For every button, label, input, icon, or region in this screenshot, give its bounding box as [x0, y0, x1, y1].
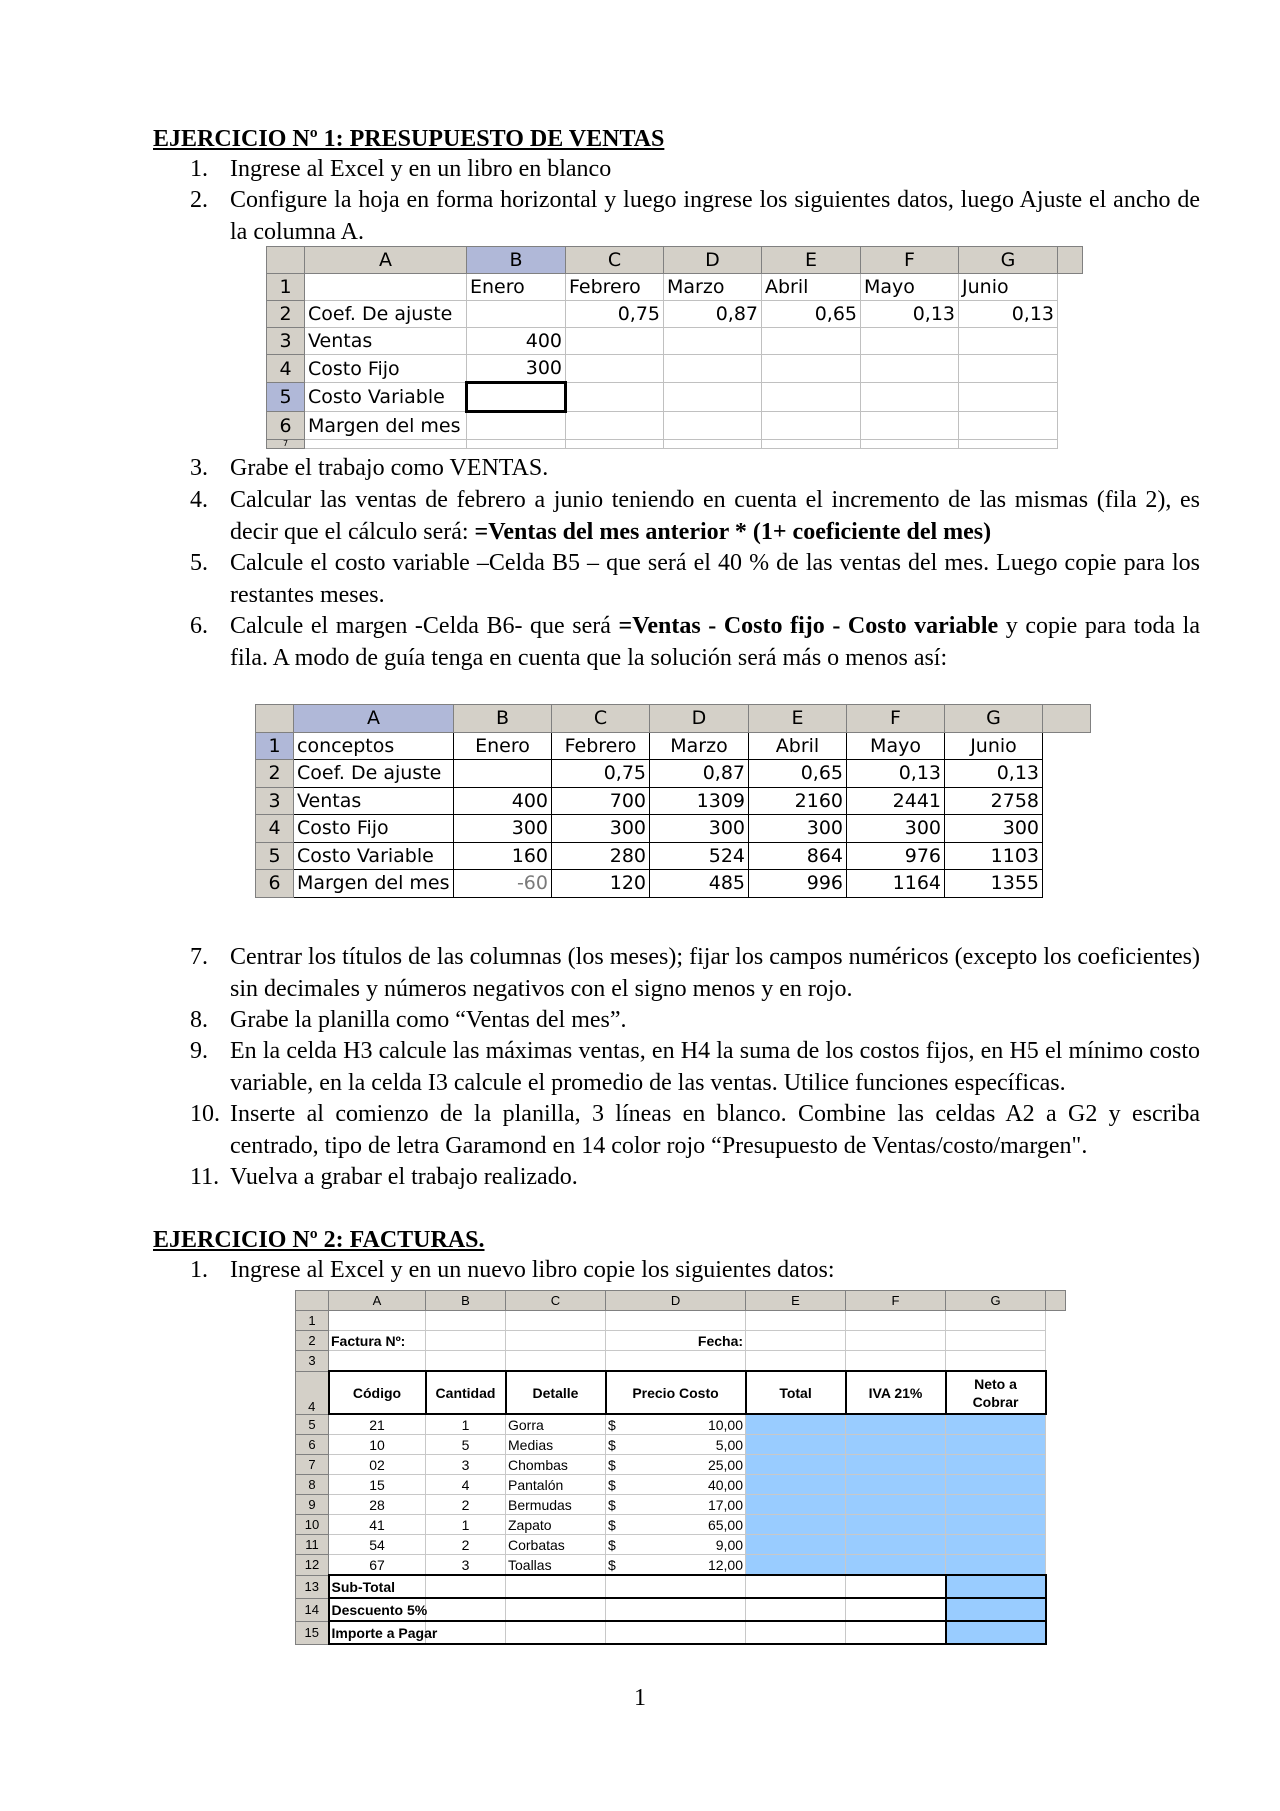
total-label[interactable]: Importe a Pagar — [329, 1621, 426, 1644]
subtotal-label[interactable]: Sub-Total — [329, 1575, 426, 1598]
spreadsheet-invoice — [295, 1290, 1066, 1645]
table-row — [296, 1495, 1066, 1515]
cell[interactable] — [664, 355, 762, 383]
table-row — [296, 1475, 1066, 1495]
cell[interactable]: 0,13 — [945, 760, 1043, 788]
column-header[interactable]: G — [959, 247, 1058, 274]
cell[interactable]: 300 — [650, 815, 749, 843]
cell[interactable]: Coef. De ajuste — [305, 301, 467, 328]
subtotal-value[interactable] — [946, 1575, 1046, 1598]
cell[interactable] — [762, 355, 861, 383]
active-cell[interactable] — [467, 383, 566, 412]
header-iva[interactable]: IVA 21% — [846, 1371, 946, 1414]
cell[interactable]: Febrero — [552, 732, 650, 760]
table-row — [267, 383, 1083, 412]
cell[interactable] — [861, 355, 959, 383]
cell[interactable]: Margen del mes — [305, 412, 467, 440]
list-item: 8. Grabe la planilla como “Ventas del mes”. — [190, 1007, 627, 1033]
cell-currency[interactable]: $ — [606, 1535, 626, 1555]
row-header[interactable]: 1 — [256, 732, 294, 760]
table-row — [296, 1435, 1066, 1455]
cell-cantidad[interactable]: 2 — [426, 1495, 506, 1515]
cell[interactable]: 700 — [552, 787, 650, 815]
header-cantidad[interactable]: Cantidad — [426, 1371, 506, 1414]
table-row — [267, 355, 1083, 383]
list-item: 7. Centrar los títulos de las columnas (los meses); fijar los campos numéricos (excepto los coeficientes) sin decimales y números negativos con el signo menos y en rojo. — [190, 944, 1200, 1002]
row-header[interactable]: 5 — [267, 383, 305, 412]
table-row — [256, 732, 1091, 760]
cell[interactable]: Marzo — [650, 732, 749, 760]
cell[interactable] — [467, 412, 566, 440]
cell[interactable] — [861, 440, 959, 449]
cell[interactable] — [664, 328, 762, 355]
row-header[interactable]: 5 — [296, 1414, 329, 1435]
cell[interactable]: conceptos — [294, 732, 454, 760]
cell[interactable]: Costo Fijo — [305, 355, 467, 383]
table-row — [256, 870, 1091, 898]
corner-cell[interactable] — [256, 705, 294, 733]
cell[interactable]: 300 — [749, 815, 847, 843]
cell[interactable]: Abril — [762, 274, 861, 301]
row-header[interactable]: 3 — [267, 328, 305, 355]
row-header[interactable]: 1 — [267, 274, 305, 301]
list-item: 11. Vuelva a grabar el trabajo realizado. — [190, 1164, 578, 1190]
cell[interactable]: Costo Variable — [305, 383, 467, 412]
page-number: 1 — [634, 1685, 646, 1711]
cell[interactable]: Costo Variable — [294, 842, 454, 870]
row-header[interactable]: 2 — [296, 1331, 329, 1351]
list-item: 3. Grabe el trabajo como VENTAS. — [190, 455, 549, 481]
cell[interactable]: Ventas — [305, 328, 467, 355]
cell[interactable]: 1103 — [945, 842, 1043, 870]
list-item: 9. En la celda H3 calcule las máximas ventas, en H4 la suma de los costos fijos, en H5 el mínimo costo variable, en la celda I3 calcule el promedio de las ventas. Utilice funciones específicas. — [190, 1038, 1200, 1096]
column-header[interactable]: A — [294, 705, 454, 733]
cell[interactable]: 1309 — [650, 787, 749, 815]
list-item: 2. Configure la hoja en forma horizontal y luego ingrese los siguientes datos, luego Ajuste el ancho de la columna A. — [190, 187, 1200, 245]
table-row — [296, 1311, 1066, 1331]
cell-codigo[interactable]: 54 — [329, 1535, 426, 1555]
table-row — [296, 1331, 1066, 1351]
row-header[interactable]: 2 — [256, 760, 294, 788]
cell[interactable] — [959, 328, 1058, 355]
table-row — [296, 1351, 1066, 1372]
column-header[interactable]: F — [847, 705, 945, 733]
cell[interactable]: Enero — [467, 274, 566, 301]
table-row — [296, 1535, 1066, 1555]
cell[interactable]: Margen del mes — [294, 870, 454, 898]
cell[interactable] — [861, 328, 959, 355]
cell[interactable]: 0,13 — [847, 760, 945, 788]
cell[interactable]: 0,87 — [650, 760, 749, 788]
table-row — [267, 301, 1083, 328]
cell-detalle[interactable]: Bermudas — [506, 1495, 606, 1515]
exercise-2-title: EJERCICIO Nº 2: FACTURAS. — [153, 1227, 485, 1253]
row-header[interactable]: 3 — [256, 787, 294, 815]
table-row — [296, 1455, 1066, 1475]
cell-precio[interactable]: 9,00 — [626, 1535, 746, 1555]
cell[interactable]: 0,13 — [959, 301, 1058, 328]
cell[interactable]: 2758 — [945, 787, 1043, 815]
cell[interactable]: 976 — [847, 842, 945, 870]
column-header[interactable]: C — [566, 247, 664, 274]
cell-codigo[interactable]: 15 — [329, 1475, 426, 1495]
cell-precio[interactable]: 25,00 — [626, 1455, 746, 1475]
column-header[interactable]: G — [945, 705, 1043, 733]
cell[interactable] — [861, 383, 959, 412]
cell-precio[interactable]: 17,00 — [626, 1495, 746, 1515]
row-header[interactable]: 6 — [267, 412, 305, 440]
cell-currency[interactable]: $ — [606, 1414, 626, 1435]
cell-currency[interactable]: $ — [606, 1495, 626, 1515]
column-header[interactable]: D — [664, 247, 762, 274]
spreadsheet-solution — [255, 704, 1091, 898]
cell-cantidad[interactable]: 4 — [426, 1475, 506, 1495]
column-header[interactable]: F — [861, 247, 959, 274]
header-codigo[interactable]: Código — [329, 1371, 426, 1414]
cell-precio[interactable]: 40,00 — [626, 1475, 746, 1495]
column-header[interactable]: D — [650, 705, 749, 733]
cell-currency[interactable]: $ — [606, 1555, 626, 1576]
row-header[interactable]: 15 — [296, 1621, 329, 1644]
cell[interactable]: 280 — [552, 842, 650, 870]
cell-cantidad[interactable]: 3 — [426, 1555, 506, 1576]
corner-cell[interactable] — [267, 247, 305, 274]
column-header[interactable]: E — [762, 247, 861, 274]
cell[interactable]: Ventas — [294, 787, 454, 815]
cell[interactable] — [566, 355, 664, 383]
column-header[interactable]: E — [746, 1291, 846, 1311]
row-header[interactable]: 13 — [296, 1575, 329, 1598]
cell[interactable] — [959, 383, 1058, 412]
cell-codigo[interactable]: 02 — [329, 1455, 426, 1475]
row-header[interactable]: 5 — [256, 842, 294, 870]
cell[interactable]: 0,13 — [861, 301, 959, 328]
cell-negative[interactable]: -60 — [454, 870, 552, 898]
cell[interactable] — [762, 328, 861, 355]
cell-currency[interactable]: $ — [606, 1455, 626, 1475]
cell[interactable] — [959, 355, 1058, 383]
cell[interactable]: 300 — [847, 815, 945, 843]
cell-codigo[interactable]: 10 — [329, 1435, 426, 1455]
cell[interactable]: 2441 — [847, 787, 945, 815]
cell-precio[interactable]: 5,00 — [626, 1435, 746, 1455]
cell[interactable] — [861, 412, 959, 440]
discount-value[interactable] — [946, 1598, 1046, 1621]
column-header[interactable]: C — [552, 705, 650, 733]
column-header[interactable]: D — [606, 1291, 746, 1311]
cell[interactable]: Junio — [959, 274, 1058, 301]
cell-detalle[interactable]: Gorra — [506, 1414, 606, 1435]
cell[interactable] — [467, 440, 566, 449]
corner-cell[interactable] — [296, 1291, 329, 1311]
cell[interactable]: 160 — [454, 842, 552, 870]
cell[interactable]: 300 — [552, 815, 650, 843]
cell-cantidad[interactable]: 1 — [426, 1414, 506, 1435]
cell[interactable]: 300 — [467, 355, 566, 383]
row-header[interactable]: 8 — [296, 1475, 329, 1495]
column-header[interactable]: E — [749, 705, 847, 733]
cell-codigo[interactable]: 28 — [329, 1495, 426, 1515]
cell[interactable]: 0,75 — [566, 301, 664, 328]
table-header-row — [296, 1371, 1066, 1414]
table-row — [296, 1598, 1066, 1621]
list-item: 1. Ingrese al Excel y en un nuevo libro copie los siguientes datos: — [190, 1257, 835, 1283]
cell[interactable]: 0,65 — [762, 301, 861, 328]
cell[interactable] — [762, 412, 861, 440]
factura-label[interactable]: Factura Nº: — [329, 1331, 426, 1351]
column-header[interactable]: B — [454, 705, 552, 733]
table-row — [296, 1555, 1066, 1576]
cell[interactable]: Enero — [454, 732, 552, 760]
cell-currency[interactable]: $ — [606, 1475, 626, 1495]
cell-cantidad[interactable]: 2 — [426, 1535, 506, 1555]
header-detalle[interactable]: Detalle — [506, 1371, 606, 1414]
table-row — [267, 328, 1083, 355]
cell-precio[interactable]: 12,00 — [626, 1555, 746, 1576]
cell[interactable]: 2160 — [749, 787, 847, 815]
row-header[interactable]: 4 — [267, 355, 305, 383]
column-header[interactable]: A — [305, 247, 467, 274]
cell-currency[interactable]: $ — [606, 1515, 626, 1535]
cell[interactable] — [566, 328, 664, 355]
row-header[interactable]: 1 — [296, 1311, 329, 1331]
cell[interactable]: 400 — [454, 787, 552, 815]
cell[interactable]: Mayo — [847, 732, 945, 760]
cell-precio[interactable]: 10,00 — [626, 1414, 746, 1435]
column-header[interactable]: B — [467, 247, 566, 274]
row-header[interactable]: 10 — [296, 1515, 329, 1535]
cell[interactable]: 0,65 — [749, 760, 847, 788]
row-header[interactable]: 4 — [296, 1371, 329, 1414]
row-header[interactable]: 7 — [267, 440, 305, 449]
cell[interactable]: 1355 — [945, 870, 1043, 898]
cell[interactable] — [454, 760, 552, 788]
row-header[interactable]: 3 — [296, 1351, 329, 1372]
cell[interactable]: Junio — [945, 732, 1043, 760]
cell[interactable] — [566, 412, 664, 440]
cell-codigo[interactable]: 67 — [329, 1555, 426, 1576]
row-header[interactable]: 11 — [296, 1535, 329, 1555]
row-header[interactable]: 7 — [296, 1455, 329, 1475]
cell-detalle[interactable]: Chombas — [506, 1455, 606, 1475]
header-precio-costo[interactable]: Precio Costo — [606, 1371, 746, 1414]
cell[interactable] — [959, 440, 1058, 449]
cell-detalle[interactable]: Medias — [506, 1435, 606, 1455]
cell[interactable] — [566, 440, 664, 449]
table-row — [267, 274, 1083, 301]
total-value[interactable] — [946, 1621, 1046, 1644]
cell-precio[interactable]: 65,00 — [626, 1515, 746, 1535]
header-total[interactable]: Total — [746, 1371, 846, 1414]
column-header[interactable]: C — [506, 1291, 606, 1311]
cell[interactable]: 400 — [467, 328, 566, 355]
list-item: 4. Calcular las ventas de febrero a junio teniendo en cuenta el incremento de las mismas (fila 2), es decir que el cálculo será: =Ventas del mes anterior * (1+ coeficiente del mes) — [190, 487, 1200, 545]
row-header[interactable]: 4 — [256, 815, 294, 843]
cell[interactable]: 996 — [749, 870, 847, 898]
row-header[interactable]: 2 — [267, 301, 305, 328]
discount-label[interactable]: Descuento 5% — [329, 1598, 426, 1621]
cell[interactable]: Mayo — [861, 274, 959, 301]
row-header[interactable]: 6 — [256, 870, 294, 898]
table-row — [296, 1621, 1066, 1644]
cell-codigo[interactable]: 41 — [329, 1515, 426, 1535]
table-row — [296, 1414, 1066, 1435]
cell[interactable]: 524 — [650, 842, 749, 870]
table-row — [256, 787, 1091, 815]
list-item: 5. Calcule el costo variable –Celda B5 – que será el 40 % de las ventas del mes. Luego copie para los restantes meses. — [190, 550, 1200, 608]
row-header[interactable]: 14 — [296, 1598, 329, 1621]
cell[interactable] — [664, 383, 762, 412]
row-header[interactable]: 12 — [296, 1555, 329, 1576]
table-row — [256, 760, 1091, 788]
table-row — [267, 412, 1083, 440]
cell[interactable]: 300 — [945, 815, 1043, 843]
table-row — [256, 815, 1091, 843]
list-item: 6. Calcule el margen -Celda B6- que será =Ventas - Costo fijo - Costo variable y copie para toda la fila. A modo de guía tenga en cuenta que la solución será más o menos así: — [190, 613, 1201, 671]
column-header[interactable]: A — [329, 1291, 426, 1311]
cell-cantidad[interactable]: 1 — [426, 1515, 506, 1535]
cell[interactable]: 0,75 — [552, 760, 650, 788]
cell[interactable] — [566, 383, 664, 412]
table-row — [267, 440, 1083, 449]
header-neto[interactable]: Neto a Cobrar — [946, 1371, 1046, 1414]
cell[interactable]: Abril — [749, 732, 847, 760]
cell-cantidad[interactable]: 5 — [426, 1435, 506, 1455]
cell[interactable]: Coef. De ajuste — [294, 760, 454, 788]
cell[interactable]: Marzo — [664, 274, 762, 301]
table-row — [296, 1575, 1066, 1598]
cell[interactable]: 300 — [454, 815, 552, 843]
column-header[interactable]: B — [426, 1291, 506, 1311]
row-header[interactable]: 9 — [296, 1495, 329, 1515]
table-row — [296, 1515, 1066, 1535]
cell-detalle[interactable]: Zapato — [506, 1515, 606, 1535]
cell[interactable]: 864 — [749, 842, 847, 870]
cell[interactable] — [959, 412, 1058, 440]
spreadsheet-input — [266, 246, 1083, 449]
column-header[interactable]: F — [846, 1291, 946, 1311]
row-header[interactable]: 6 — [296, 1435, 329, 1455]
cell-currency[interactable]: $ — [606, 1435, 626, 1455]
cell[interactable]: Costo Fijo — [294, 815, 454, 843]
cell-codigo[interactable]: 21 — [329, 1414, 426, 1435]
cell[interactable]: 120 — [552, 870, 650, 898]
exercise-1-title: EJERCICIO Nº 1: PRESUPUESTO DE VENTAS — [153, 126, 665, 152]
cell[interactable] — [762, 383, 861, 412]
cell[interactable] — [664, 412, 762, 440]
table-row — [256, 842, 1091, 870]
cell[interactable] — [664, 440, 762, 449]
cell[interactable]: 0,87 — [664, 301, 762, 328]
cell[interactable] — [762, 440, 861, 449]
cell[interactable]: 485 — [650, 870, 749, 898]
cell[interactable] — [305, 274, 467, 301]
cell[interactable] — [305, 440, 467, 449]
cell-detalle[interactable]: Corbatas — [506, 1535, 606, 1555]
cell-detalle[interactable]: Toallas — [506, 1555, 606, 1576]
cell[interactable] — [467, 301, 566, 328]
list-item: 1. Ingrese al Excel y en un libro en blanco — [190, 156, 612, 182]
fecha-label[interactable]: Fecha: — [606, 1331, 746, 1351]
column-header[interactable]: G — [946, 1291, 1046, 1311]
cell-cantidad[interactable]: 3 — [426, 1455, 506, 1475]
cell-detalle[interactable]: Pantalón — [506, 1475, 606, 1495]
cell[interactable]: 1164 — [847, 870, 945, 898]
list-item: 10. Inserte al comienzo de la planilla, 3 líneas en blanco. Combine las celdas A2 a G2 y escriba centrado, tipo de letra Garamond en 14 color rojo “Presupuesto de Ventas/costo/margen". — [190, 1101, 1200, 1159]
cell[interactable]: Febrero — [566, 274, 664, 301]
